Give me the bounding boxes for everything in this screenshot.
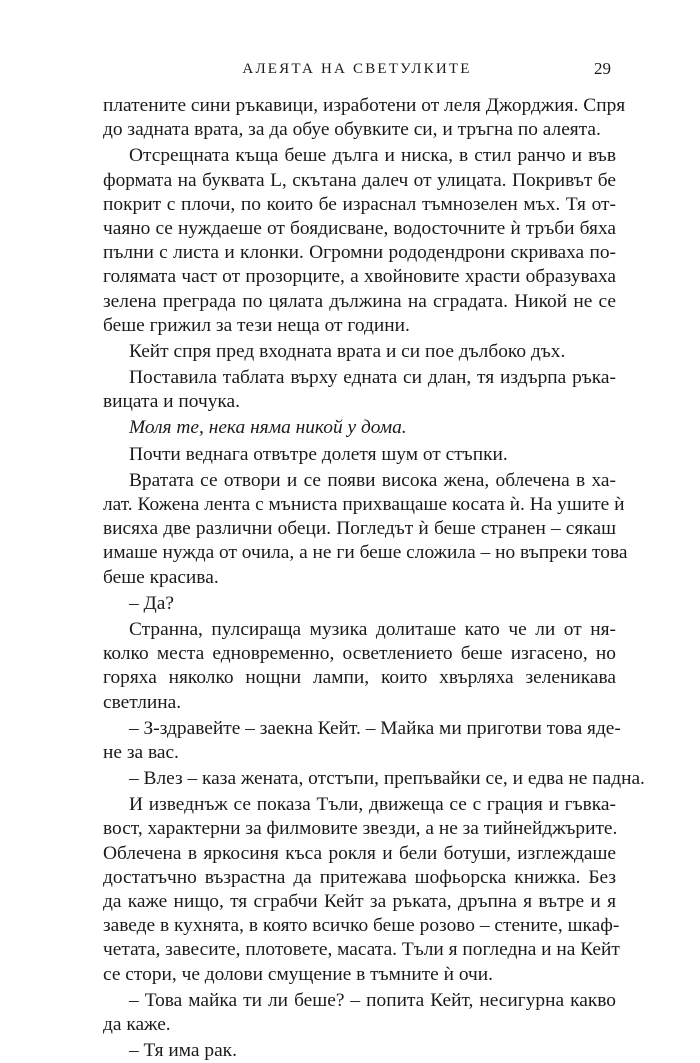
paragraph [103, 793, 620, 987]
text-line: формата на буквата L, скътана далеч от улицата. Покривът бе [103, 169, 616, 191]
page-number: 29 [594, 59, 611, 78]
text-line: се стори, че долови смущение в тъмните ѝ очи. [103, 963, 494, 985]
text-line: покрит с плочи, по които бе израснал тъмнозелен мъх. Тя от- [103, 193, 616, 215]
text-line: Облечена в яркосиня къса рокля и бели ботуши, изглеждаше [103, 842, 616, 864]
paragraph [103, 618, 616, 715]
text-line: – Това майка ти ли беше? – попита Кейт, несигурна какво [129, 989, 616, 1011]
text-line: Вратата се отвори и се появи висока жена, облечена в ха- [129, 469, 616, 491]
text-line: пълни с листа и клонки. Огромни рододендрони скриваха по- [103, 242, 616, 264]
paragraph [103, 366, 616, 414]
body-text [103, 94, 645, 1063]
text-line: – Тя има рак. [129, 1040, 237, 1062]
text-line: – З-здравейте – заекна Кейт. – Майка ми приготви това яде- [129, 717, 621, 739]
text-line: колко места едновременно, осветлението беше изгасено, но [103, 643, 616, 665]
paragraph [103, 443, 616, 467]
paragraph [103, 340, 616, 364]
text-line: достатъчно възрастна да притежава шофьорска книжка. Без [103, 866, 616, 888]
text-line: беше грижил за тези неща от години. [103, 314, 410, 336]
paragraph [103, 767, 645, 791]
text-line: четата, завесите, плотовете, масата. Тъли я погледна и на Кейт [103, 939, 620, 961]
text-line: Отсрещната къща беше дълга и ниска, в стил ранчо и във [129, 145, 616, 167]
paragraph [103, 592, 616, 616]
text-line: И изведнъж се показа Тъли, движеща се с грация и гъвка- [129, 794, 616, 816]
text-line: да каже. [103, 1013, 171, 1035]
text-line: вицата и почука. [103, 391, 241, 413]
text-line: Моля те, нека няма никой у дома. [129, 417, 407, 439]
text-line: имаше нужда от очила, а не ги беше сложила – но въпреки това [103, 542, 628, 564]
text-line: Кейт спря пред входната врата и си пое дълбоко дъх. [129, 340, 566, 362]
paragraph [103, 416, 616, 440]
paragraph [103, 94, 626, 142]
text-line: – Влез – каза жената, отстъпи, препъвайки се, и едва не падна. [129, 768, 645, 790]
text-line: Поставила таблата върху едната си длан, тя издърпа ръка- [129, 367, 616, 389]
text-line: да каже нищо, тя сграбчи Кейт за ръката, дръпна я вътре и я [103, 891, 616, 912]
text-line: голямата част от прозорците, а хвойновите храсти образуваха [103, 266, 616, 288]
paragraph [103, 717, 621, 765]
text-line: платените сини ръкавици, изработени от леля Джорджия. Спря [103, 95, 626, 116]
text-line: вост, характерни за филмовите звезди, а не за тийнейджърите. [103, 818, 618, 840]
text-line: Странна, пулсираща музика долиташе като че ли от ня- [129, 618, 616, 640]
text-line: Почти веднага отвътре долетя шум от стъпки. [129, 443, 508, 465]
text-line: – Да? [129, 592, 174, 614]
text-line: светлина. [103, 691, 182, 713]
paragraph [103, 469, 628, 590]
text-line: висяха две различни обеци. Погледът ѝ беше странен – сякаш [103, 518, 616, 540]
running-title: АЛЕЯТА НА СВЕТУЛКИТЕ [242, 61, 472, 77]
text-line: беше красива. [103, 566, 219, 588]
text-line: чаяно се нуждаеше от боядисване, водосточните ѝ тръби бяха [103, 217, 616, 239]
paragraph [103, 1039, 616, 1063]
running-header [103, 57, 611, 81]
text-line: лат. Кожена лента с мъниста прихващаше косата ѝ. На ушите ѝ [103, 494, 625, 515]
text-line: зелена преграда по цялата дължина на сградата. Никой не се [103, 290, 616, 312]
text-line: заведе в кухнята, в която всичко беше розово – стените, шкаф- [103, 915, 620, 937]
text-line: не за вас. [103, 741, 179, 763]
text-line: горяха няколко нощни лампи, които хвърляха зеленикава [103, 667, 616, 689]
paragraph [103, 144, 616, 338]
text-line: до задната врата, за да обуе обувките си, и тръгна по алеята. [103, 119, 601, 141]
